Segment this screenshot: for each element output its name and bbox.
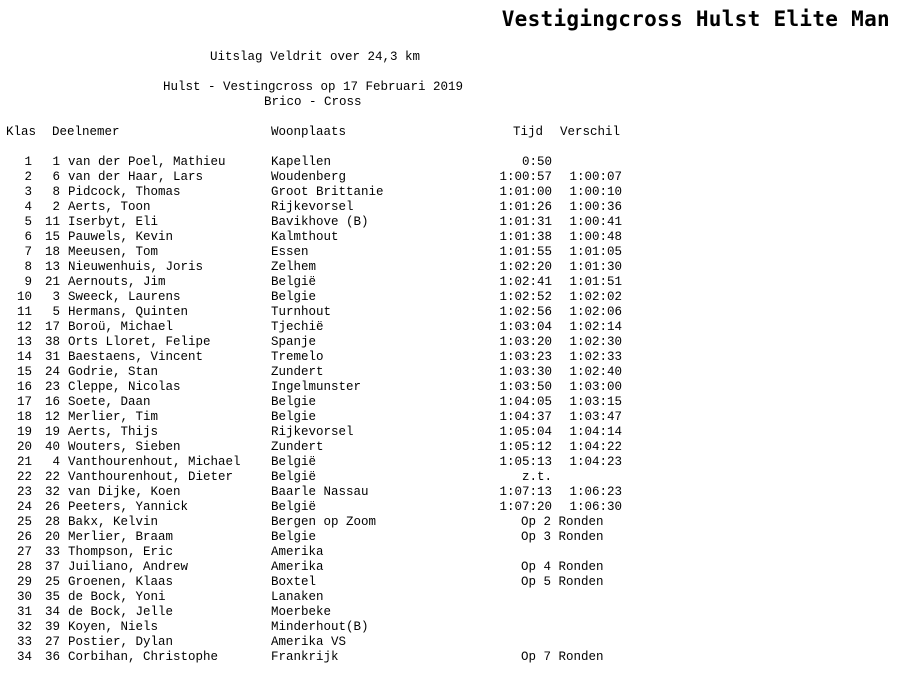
klas-cell: 28: [16, 560, 32, 574]
klas-cell: 12: [16, 320, 32, 334]
tijd-cell: 1:02:52: [499, 290, 552, 304]
startnummer-cell: 2: [52, 200, 60, 214]
ronden-cell: Op 2 Ronden: [521, 515, 604, 529]
startnummer-cell: 33: [44, 545, 60, 559]
table-row: [0, 215, 924, 230]
woonplaats-cell: Lanaken: [271, 590, 324, 604]
startnummer-cell: 36: [44, 650, 60, 664]
deelnemer-cell: Orts Lloret, Felipe: [68, 335, 211, 349]
table-row: [0, 155, 924, 170]
table-row: [0, 590, 924, 605]
woonplaats-cell: Frankrijk: [271, 650, 339, 664]
tijd-cell: 1:00:57: [499, 170, 552, 184]
deelnemer-cell: Thompson, Eric: [68, 545, 174, 559]
table-row: [0, 365, 924, 380]
tijd-cell: 1:02:41: [499, 275, 552, 289]
deelnemer-cell: Aerts, Thijs: [68, 425, 159, 439]
klas-cell: 3: [24, 185, 32, 199]
deelnemer-cell: Vanthourenhout, Michael: [68, 455, 241, 469]
woonplaats-cell: Ingelmunster: [271, 380, 362, 394]
tijd-cell: 1:07:20: [499, 500, 552, 514]
startnummer-cell: 25: [44, 575, 60, 589]
woonplaats-cell: Amerika VS: [271, 635, 347, 649]
woonplaats-cell: Rijkevorsel: [271, 200, 354, 214]
table-row: [0, 500, 924, 515]
woonplaats-cell: Zelhem: [271, 260, 317, 274]
klas-cell: 24: [16, 500, 32, 514]
table-row: [0, 515, 924, 530]
startnummer-cell: 24: [44, 365, 60, 379]
woonplaats-cell: Bergen op Zoom: [271, 515, 377, 529]
verschil-cell: 1:00:41: [569, 215, 622, 229]
tijd-cell: z.t.: [521, 470, 552, 484]
tijd-cell: 1:01:00: [499, 185, 552, 199]
race-subtitle: Uitslag Veldrit over 24,3 km: [210, 50, 421, 64]
header-deelnemer: Deelnemer: [52, 125, 120, 139]
table-row: [0, 575, 924, 590]
table-row: [0, 260, 924, 275]
klas-cell: 5: [24, 215, 32, 229]
deelnemer-cell: Aernouts, Jim: [68, 275, 166, 289]
woonplaats-cell: Amerika: [271, 545, 324, 559]
startnummer-cell: 4: [52, 455, 60, 469]
klas-cell: 26: [16, 530, 32, 544]
table-row: [0, 395, 924, 410]
ronden-cell: Op 5 Ronden: [521, 575, 604, 589]
klas-cell: 2: [24, 170, 32, 184]
klas-cell: 17: [16, 395, 32, 409]
woonplaats-cell: Belgie: [271, 395, 317, 409]
klas-cell: 22: [16, 470, 32, 484]
startnummer-cell: 27: [44, 635, 60, 649]
tijd-cell: 1:01:38: [499, 230, 552, 244]
woonplaats-cell: Groot Brittanie: [271, 185, 384, 199]
ronden-cell: Op 4 Ronden: [521, 560, 604, 574]
tijd-cell: 1:04:05: [499, 395, 552, 409]
klas-cell: 23: [16, 485, 32, 499]
verschil-cell: 1:03:00: [569, 380, 622, 394]
table-row: [0, 530, 924, 545]
woonplaats-cell: België: [271, 500, 317, 514]
woonplaats-cell: Essen: [271, 245, 309, 259]
verschil-cell: 1:00:07: [569, 170, 622, 184]
startnummer-cell: 3: [52, 290, 60, 304]
ronden-cell: Op 3 Ronden: [521, 530, 604, 544]
deelnemer-cell: Sweeck, Laurens: [68, 290, 181, 304]
table-row: [0, 605, 924, 620]
deelnemer-cell: van der Poel, Mathieu: [68, 155, 226, 169]
table-row: [0, 305, 924, 320]
tijd-cell: 1:03:50: [499, 380, 552, 394]
woonplaats-cell: België: [271, 455, 317, 469]
klas-cell: 19: [16, 425, 32, 439]
table-row: [0, 380, 924, 395]
verschil-cell: 1:04:23: [569, 455, 622, 469]
deelnemer-cell: Iserbyt, Eli: [68, 215, 159, 229]
verschil-cell: 1:02:14: [569, 320, 622, 334]
klas-cell: 6: [24, 230, 32, 244]
verschil-cell: 1:02:30: [569, 335, 622, 349]
header-verschil: Verschil: [560, 125, 621, 139]
table-row: [0, 635, 924, 650]
tijd-cell: 1:05:04: [499, 425, 552, 439]
woonplaats-cell: België: [271, 275, 317, 289]
startnummer-cell: 6: [52, 170, 60, 184]
klas-cell: 34: [16, 650, 32, 664]
startnummer-cell: 39: [44, 620, 60, 634]
verschil-cell: 1:01:51: [569, 275, 622, 289]
klas-cell: 15: [16, 365, 32, 379]
verschil-cell: 1:02:02: [569, 290, 622, 304]
deelnemer-cell: Peeters, Yannick: [68, 500, 189, 514]
deelnemer-cell: Meeusen, Tom: [68, 245, 159, 259]
deelnemer-cell: Aerts, Toon: [68, 200, 151, 214]
startnummer-cell: 11: [44, 215, 60, 229]
verschil-cell: 1:01:30: [569, 260, 622, 274]
startnummer-cell: 5: [52, 305, 60, 319]
tijd-cell: 1:03:20: [499, 335, 552, 349]
deelnemer-cell: de Bock, Yoni: [68, 590, 166, 604]
klas-cell: 29: [16, 575, 32, 589]
deelnemer-cell: Wouters, Sieben: [68, 440, 181, 454]
verschil-cell: 1:00:36: [569, 200, 622, 214]
klas-cell: 8: [24, 260, 32, 274]
woonplaats-cell: Tremelo: [271, 350, 324, 364]
verschil-cell: 1:00:48: [569, 230, 622, 244]
deelnemer-cell: Merlier, Tim: [68, 410, 159, 424]
deelnemer-cell: Koyen, Niels: [68, 620, 159, 634]
tijd-cell: 1:01:55: [499, 245, 552, 259]
startnummer-cell: 15: [44, 230, 60, 244]
startnummer-cell: 26: [44, 500, 60, 514]
tijd-cell: 1:02:20: [499, 260, 552, 274]
startnummer-cell: 32: [44, 485, 60, 499]
woonplaats-cell: Moerbeke: [271, 605, 332, 619]
header-woonplaats: Woonplaats: [271, 125, 347, 139]
table-row: [0, 245, 924, 260]
verschil-cell: 1:03:47: [569, 410, 622, 424]
table-row: [0, 470, 924, 485]
startnummer-cell: 35: [44, 590, 60, 604]
woonplaats-cell: Spanje: [271, 335, 317, 349]
klas-cell: 10: [16, 290, 32, 304]
table-row: [0, 440, 924, 455]
startnummer-cell: 21: [44, 275, 60, 289]
klas-cell: 27: [16, 545, 32, 559]
deelnemer-cell: van der Haar, Lars: [68, 170, 204, 184]
tijd-cell: 1:02:56: [499, 305, 552, 319]
verschil-cell: 1:06:30: [569, 500, 622, 514]
page-title: Vestigingcross Hulst Elite Man: [501, 7, 890, 31]
startnummer-cell: 17: [44, 320, 60, 334]
table-row: [0, 335, 924, 350]
table-row: [0, 290, 924, 305]
verschil-cell: 1:00:10: [569, 185, 622, 199]
deelnemer-cell: de Bock, Jelle: [68, 605, 174, 619]
klas-cell: 16: [16, 380, 32, 394]
woonplaats-cell: Rijkevorsel: [271, 425, 354, 439]
verschil-cell: 1:02:06: [569, 305, 622, 319]
startnummer-cell: 18: [44, 245, 60, 259]
woonplaats-cell: Amerika: [271, 560, 324, 574]
deelnemer-cell: Soete, Daan: [68, 395, 151, 409]
woonplaats-cell: Zundert: [271, 365, 324, 379]
startnummer-cell: 34: [44, 605, 60, 619]
deelnemer-cell: Pidcock, Thomas: [68, 185, 181, 199]
deelnemer-cell: Groenen, Klaas: [68, 575, 174, 589]
verschil-cell: 1:02:40: [569, 365, 622, 379]
startnummer-cell: 28: [44, 515, 60, 529]
startnummer-cell: 19: [44, 425, 60, 439]
klas-cell: 9: [24, 275, 32, 289]
deelnemer-cell: Cleppe, Nicolas: [68, 380, 181, 394]
klas-cell: 18: [16, 410, 32, 424]
table-row: [0, 560, 924, 575]
woonplaats-cell: België: [271, 470, 317, 484]
deelnemer-cell: Baestaens, Vincent: [68, 350, 204, 364]
tijd-cell: 1:01:26: [499, 200, 552, 214]
verschil-cell: 1:04:22: [569, 440, 622, 454]
klas-cell: 32: [16, 620, 32, 634]
deelnemer-cell: Godrie, Stan: [68, 365, 159, 379]
table-row: [0, 230, 924, 245]
header-tijd: Tijd: [513, 125, 544, 139]
startnummer-cell: 20: [44, 530, 60, 544]
woonplaats-cell: Belgie: [271, 410, 317, 424]
startnummer-cell: 13: [44, 260, 60, 274]
woonplaats-cell: Boxtel: [271, 575, 317, 589]
event-line: Hulst - Vestingcross op 17 Februari 2019: [163, 80, 464, 94]
klas-cell: 7: [24, 245, 32, 259]
tijd-cell: 1:03:30: [499, 365, 552, 379]
klas-cell: 1: [24, 155, 32, 169]
tijd-cell: 1:05:12: [499, 440, 552, 454]
klas-cell: 13: [16, 335, 32, 349]
verschil-cell: 1:06:23: [569, 485, 622, 499]
table-row: [0, 455, 924, 470]
table-row: [0, 320, 924, 335]
klas-cell: 21: [16, 455, 32, 469]
woonplaats-cell: Tjechië: [271, 320, 324, 334]
tijd-cell: 1:05:13: [499, 455, 552, 469]
klas-cell: 25: [16, 515, 32, 529]
startnummer-cell: 16: [44, 395, 60, 409]
klas-cell: 20: [16, 440, 32, 454]
table-row: [0, 170, 924, 185]
klas-cell: 14: [16, 350, 32, 364]
klas-cell: 30: [16, 590, 32, 604]
table-row: [0, 200, 924, 215]
deelnemer-cell: Corbihan, Christophe: [68, 650, 219, 664]
woonplaats-cell: Woudenberg: [271, 170, 347, 184]
deelnemer-cell: van Dijke, Koen: [68, 485, 181, 499]
table-row: [0, 620, 924, 635]
deelnemer-cell: Hermans, Quinten: [68, 305, 189, 319]
verschil-cell: 1:03:15: [569, 395, 622, 409]
deelnemer-cell: Juiliano, Andrew: [68, 560, 189, 574]
table-row: [0, 350, 924, 365]
table-row: [0, 485, 924, 500]
table-row: [0, 185, 924, 200]
woonplaats-cell: Belgie: [271, 530, 317, 544]
tijd-cell: 1:03:04: [499, 320, 552, 334]
woonplaats-cell: Belgie: [271, 290, 317, 304]
table-row: [0, 275, 924, 290]
tijd-cell: 0:50: [521, 155, 552, 169]
table-row: [0, 545, 924, 560]
tijd-cell: 1:03:23: [499, 350, 552, 364]
startnummer-cell: 37: [44, 560, 60, 574]
startnummer-cell: 12: [44, 410, 60, 424]
klas-cell: 33: [16, 635, 32, 649]
startnummer-cell: 38: [44, 335, 60, 349]
woonplaats-cell: Kalmthout: [271, 230, 339, 244]
deelnemer-cell: Bakx, Kelvin: [68, 515, 159, 529]
woonplaats-cell: Turnhout: [271, 305, 332, 319]
deelnemer-cell: Vanthourenhout, Dieter: [68, 470, 234, 484]
table-row: [0, 425, 924, 440]
woonplaats-cell: Zundert: [271, 440, 324, 454]
woonplaats-cell: Bavikhove (B): [271, 215, 369, 229]
verschil-cell: 1:02:33: [569, 350, 622, 364]
deelnemer-cell: Nieuwenhuis, Joris: [68, 260, 204, 274]
startnummer-cell: 31: [44, 350, 60, 364]
klas-cell: 11: [16, 305, 32, 319]
deelnemer-cell: Pauwels, Kevin: [68, 230, 174, 244]
startnummer-cell: 23: [44, 380, 60, 394]
deelnemer-cell: Postier, Dylan: [68, 635, 174, 649]
woonplaats-cell: Baarle Nassau: [271, 485, 369, 499]
ronden-cell: Op 7 Ronden: [521, 650, 604, 664]
organizer-line: Brico - Cross: [264, 95, 362, 109]
startnummer-cell: 40: [44, 440, 60, 454]
klas-cell: 4: [24, 200, 32, 214]
startnummer-cell: 8: [52, 185, 60, 199]
klas-cell: 31: [16, 605, 32, 619]
verschil-cell: 1:01:05: [569, 245, 622, 259]
woonplaats-cell: Kapellen: [271, 155, 332, 169]
startnummer-cell: 1: [52, 155, 60, 169]
table-row: [0, 410, 924, 425]
woonplaats-cell: Minderhout(B): [271, 620, 369, 634]
startnummer-cell: 22: [44, 470, 60, 484]
verschil-cell: 1:04:14: [569, 425, 622, 439]
header-klas: Klas: [6, 125, 37, 139]
deelnemer-cell: Boroü, Michael: [68, 320, 174, 334]
tijd-cell: 1:04:37: [499, 410, 552, 424]
table-row: [0, 650, 924, 665]
deelnemer-cell: Merlier, Braam: [68, 530, 174, 544]
tijd-cell: 1:01:31: [499, 215, 552, 229]
tijd-cell: 1:07:13: [499, 485, 552, 499]
